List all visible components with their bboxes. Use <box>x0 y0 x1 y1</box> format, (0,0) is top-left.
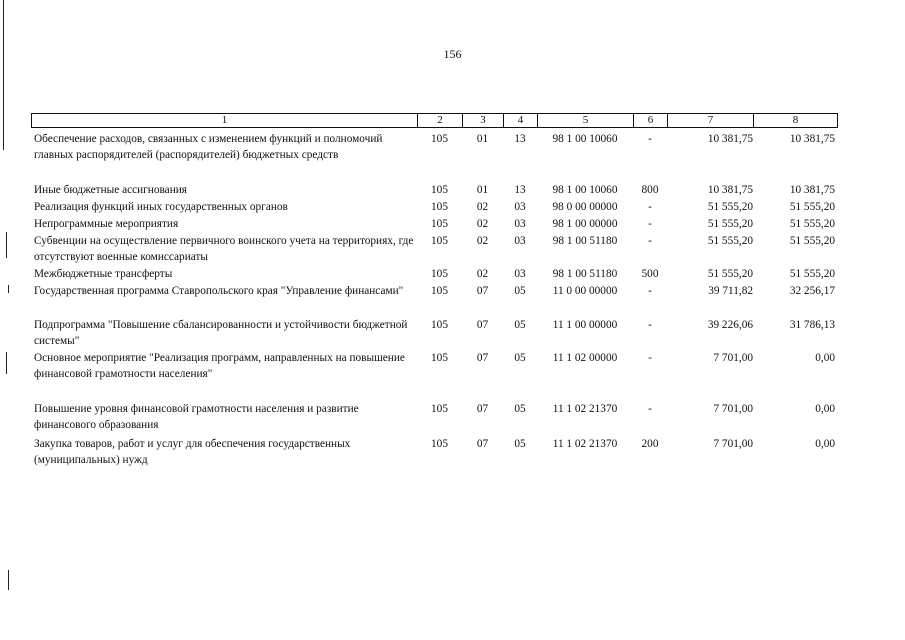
cell-subsection: 05 <box>514 319 526 331</box>
row-name: Закупка товаров, работ и услуг для обеспечения государственных (муниципальных) нужд <box>34 438 351 466</box>
cell-expense-type: - <box>648 133 652 145</box>
cell-section: 07 <box>476 285 489 297</box>
row-name: Обеспечение расходов, связанных с изменением функций и полномочий главных распорядителей (распорядителей) бюджетных средств <box>34 133 383 161</box>
scan-edge-line <box>3 0 4 150</box>
cell-code: 105 <box>431 352 448 364</box>
table-row <box>31 351 837 402</box>
table-row <box>31 284 837 318</box>
cell-section: 07 <box>476 352 489 364</box>
table-row <box>31 217 837 234</box>
cell-expense-type: - <box>648 403 652 415</box>
cell-expense-type: 800 <box>641 184 659 196</box>
cell-subsection: 05 <box>514 403 526 415</box>
cell-target-article: 11 1 02 21370 <box>552 403 618 415</box>
scan-mark <box>8 285 9 293</box>
cell-section: 02 <box>476 235 489 247</box>
cell-section: 01 <box>476 133 489 145</box>
table-row <box>31 183 837 200</box>
cell-amount-8: 31 786,13 <box>789 319 835 331</box>
table-row <box>31 402 837 437</box>
cell-section: 07 <box>476 319 489 331</box>
cell-amount-7: 7 701,00 <box>713 403 753 415</box>
row-name: Повышение уровня финансовой грамотности населения и развитие финансового образования <box>34 403 359 431</box>
cell-expense-type: - <box>648 352 652 364</box>
cell-amount-7: 7 701,00 <box>713 352 753 364</box>
table-row <box>31 132 837 183</box>
cell-section: 07 <box>476 438 489 450</box>
scan-mark <box>8 570 9 590</box>
cell-code: 105 <box>431 319 448 331</box>
cell-subsection: 05 <box>514 438 526 450</box>
row-name: Межбюджетные трансферты <box>34 268 173 280</box>
column-number-header <box>31 113 838 128</box>
cell-amount-8: 10 381,75 <box>789 133 835 145</box>
scan-mark <box>6 352 7 374</box>
cell-code: 105 <box>431 133 448 145</box>
cell-amount-8: 51 555,20 <box>789 235 835 247</box>
page-number: 156 <box>443 47 462 61</box>
cell-code: 105 <box>431 201 448 213</box>
cell-amount-7: 39 711,82 <box>708 285 753 297</box>
cell-target-article: 98 1 00 51180 <box>552 268 618 280</box>
cell-target-article: 98 1 00 10060 <box>552 133 618 145</box>
cell-target-article: 11 1 00 00000 <box>552 319 618 331</box>
table-row <box>31 318 837 351</box>
header-cell: 2 <box>418 114 463 128</box>
cell-subsection: 03 <box>514 218 526 230</box>
cell-expense-type: - <box>648 235 652 247</box>
table-row <box>31 234 837 267</box>
cell-target-article: 11 1 02 00000 <box>552 352 618 364</box>
cell-amount-8: 10 381,75 <box>789 184 835 196</box>
cell-code: 105 <box>431 235 448 247</box>
row-name: Субвенции на осуществление первичного воинского учета на территориях, где отсутствуют военные комиссариаты <box>34 235 414 263</box>
budget-table-body <box>31 132 837 470</box>
header-cell: 8 <box>754 114 838 128</box>
header-cell: 3 <box>463 114 504 128</box>
cell-amount-8: 32 256,17 <box>789 285 835 297</box>
cell-amount-8: 0,00 <box>815 352 835 364</box>
cell-section: 02 <box>476 201 489 213</box>
header-cell: 5 <box>538 114 634 128</box>
cell-amount-8: 0,00 <box>815 403 835 415</box>
cell-amount-7: 10 381,75 <box>707 184 753 196</box>
cell-subsection: 03 <box>514 201 526 213</box>
cell-subsection: 03 <box>514 235 526 247</box>
row-name: Иные бюджетные ассигнования <box>34 184 187 196</box>
table-row <box>31 267 837 284</box>
cell-target-article: 98 1 00 10060 <box>552 184 618 196</box>
cell-amount-8: 51 555,20 <box>789 201 835 213</box>
cell-code: 105 <box>431 184 448 196</box>
cell-code: 105 <box>431 285 448 297</box>
cell-expense-type: - <box>648 201 652 213</box>
row-name: Реализация функций иных государственных органов <box>34 201 288 213</box>
cell-target-article: 98 1 00 51180 <box>552 235 618 247</box>
row-name: Непрограммные мероприятия <box>34 218 179 230</box>
cell-section: 07 <box>476 403 489 415</box>
table-row <box>31 200 837 217</box>
cell-amount-7: 39 226,06 <box>707 319 753 331</box>
cell-subsection: 05 <box>514 285 526 297</box>
scan-mark <box>6 232 7 258</box>
cell-amount-7: 51 555,20 <box>707 201 753 213</box>
cell-subsection: 03 <box>514 268 526 280</box>
cell-amount-8: 51 555,20 <box>789 218 835 230</box>
cell-expense-type: 500 <box>641 268 659 280</box>
cell-amount-7: 51 555,20 <box>707 268 753 280</box>
row-name: Основное мероприятие "Реализация программ, направленных на повышение финансовой грамотности населения" <box>34 352 405 380</box>
cell-code: 105 <box>431 438 448 450</box>
cell-section: 01 <box>476 184 489 196</box>
cell-target-article: 11 1 02 21370 <box>552 438 618 450</box>
cell-amount-7: 51 555,20 <box>707 235 753 247</box>
cell-amount-7: 10 381,75 <box>707 133 753 145</box>
cell-expense-type: 200 <box>641 438 659 450</box>
cell-amount-8: 51 555,20 <box>789 268 835 280</box>
cell-expense-type: - <box>648 218 652 230</box>
cell-amount-8: 0,00 <box>815 438 835 450</box>
header-cell: 1 <box>32 114 418 128</box>
header-cell: 4 <box>504 114 538 128</box>
cell-subsection: 13 <box>514 184 526 196</box>
cell-amount-7: 7 701,00 <box>713 438 753 450</box>
cell-section: 02 <box>476 218 489 230</box>
cell-expense-type: - <box>648 319 652 331</box>
cell-code: 105 <box>431 268 448 280</box>
cell-code: 105 <box>431 403 448 415</box>
cell-amount-7: 51 555,20 <box>707 218 753 230</box>
cell-target-article: 98 0 00 00000 <box>552 201 618 213</box>
cell-subsection: 13 <box>514 133 526 145</box>
cell-subsection: 05 <box>514 352 526 364</box>
cell-target-article: 11 0 00 00000 <box>552 285 618 297</box>
cell-expense-type: - <box>648 285 652 297</box>
row-name: Подпрограмма "Повышение сбалансированности и устойчивости бюджетной системы" <box>34 319 408 347</box>
cell-code: 105 <box>431 218 448 230</box>
cell-target-article: 98 1 00 00000 <box>552 218 618 230</box>
cell-section: 02 <box>476 268 489 280</box>
row-name: Государственная программа Ставропольского края "Управление финансами" <box>34 285 404 297</box>
header-cell: 7 <box>668 114 754 128</box>
header-cell: 6 <box>634 114 668 128</box>
table-row <box>31 437 837 470</box>
